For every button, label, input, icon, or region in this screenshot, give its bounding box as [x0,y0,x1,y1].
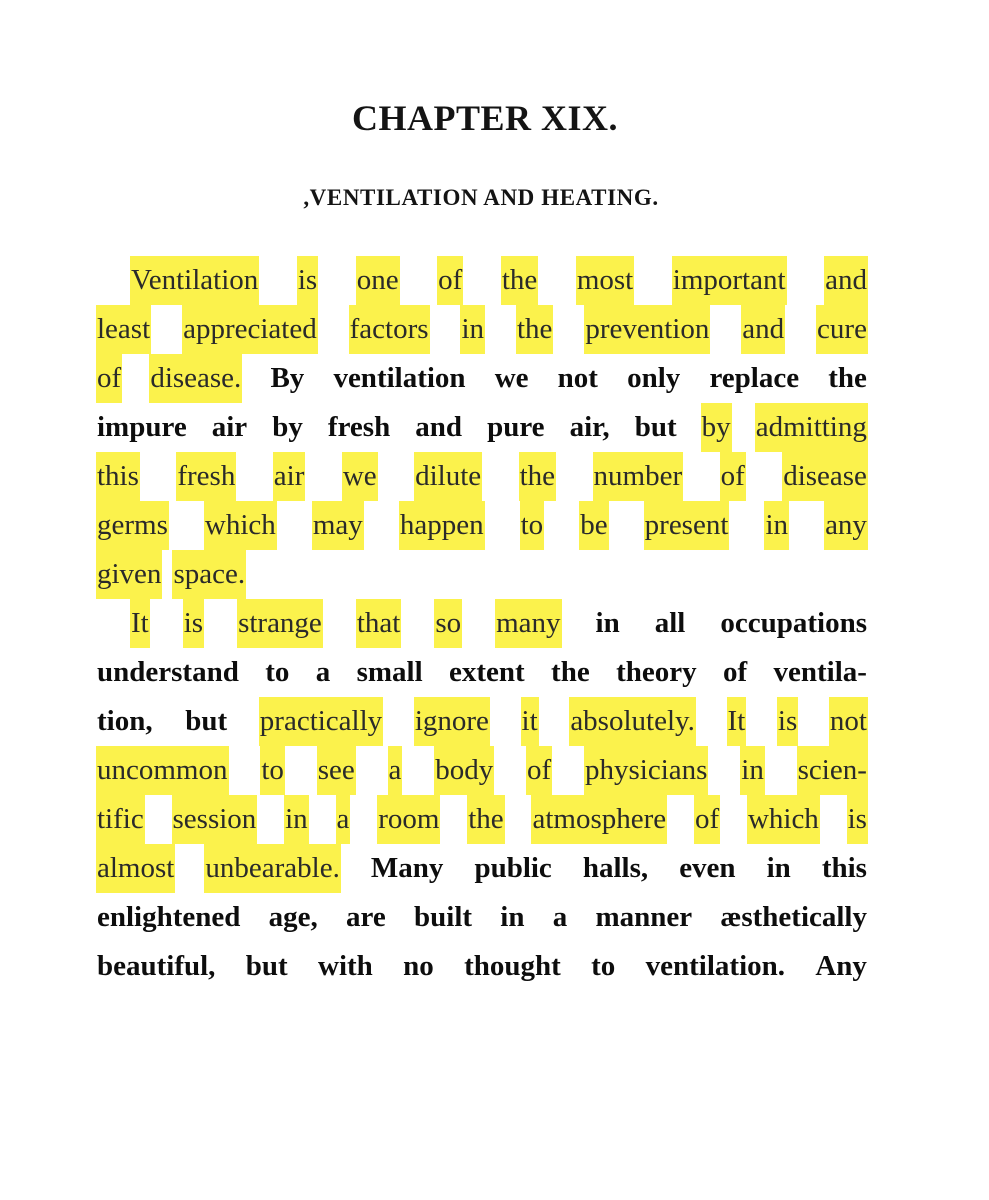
highlighted-word: is [777,697,798,746]
word: æsthetically [720,901,867,933]
word: of [722,656,748,688]
highlighted-word: of [694,795,720,844]
word: ventilation [333,362,466,394]
highlighted-word: by [701,403,732,452]
word: but [245,950,288,982]
highlighted-word: strange [237,599,323,648]
highlighted-word: almost [96,844,175,893]
word: the [551,656,590,688]
highlighted-word: given [96,550,162,599]
text-line [96,403,868,452]
word: a [315,656,331,688]
highlighted-word: physicians [584,746,708,795]
highlighted-word: cure [816,305,868,354]
highlighted-word: admitting [755,403,868,452]
word: built [414,901,473,933]
word: manner [595,901,693,933]
text-line [96,550,868,599]
highlighted-word: and [741,305,785,354]
text-line [96,844,868,893]
highlighted-word: dilute [414,452,482,501]
highlighted-word: which [204,501,277,550]
highlighted-word: to [260,746,285,795]
highlighted-word: factors [349,305,430,354]
word: ventilation. [645,950,786,982]
text-line [96,942,868,991]
word: small [356,656,423,688]
highlighted-word: this [96,452,140,501]
body-text [96,256,868,991]
highlighted-word: may [312,501,364,550]
text-line [96,697,868,746]
highlighted-word: the [519,452,556,501]
word: this [821,852,867,884]
word: enlightened [97,901,241,933]
highlighted-word: of [96,354,122,403]
text-line [96,648,868,697]
highlighted-word: Ventilation [130,256,259,305]
word: air [211,411,248,443]
highlighted-word: any [824,501,868,550]
text-line [96,746,868,795]
highlighted-word: of [526,746,552,795]
text-line [96,599,868,648]
highlighted-word: we [342,452,378,501]
text-line [96,501,868,550]
highlighted-word: to [520,501,545,550]
word: with [318,950,373,982]
word: not [557,362,598,394]
highlighted-word: present [644,501,730,550]
highlighted-word: practically [259,697,383,746]
text-line [96,893,868,942]
text-line [96,452,868,501]
highlighted-word: in [764,501,789,550]
highlighted-word: air [273,452,306,501]
word: Any [815,950,867,982]
highlighted-word: disease. [149,354,242,403]
highlighted-word: happen [399,501,485,550]
word: thought [464,950,561,982]
word: we [494,362,529,394]
word: By [270,362,305,394]
highlighted-word: the [501,256,538,305]
highlighted-word: number [593,452,684,501]
word: to [591,950,616,982]
text-line [96,795,868,844]
word: a [552,901,568,933]
highlighted-word: prevention [584,305,710,354]
highlighted-word: and [824,256,868,305]
highlighted-word: it [521,697,539,746]
highlighted-word: that [356,599,402,648]
highlighted-word: uncommon [96,746,229,795]
highlighted-word: a [388,746,403,795]
highlighted-word: of [437,256,463,305]
highlighted-word: one [356,256,400,305]
highlighted-word: which [747,795,820,844]
highlighted-word: session [172,795,258,844]
section-title: ,VENTILATION AND HEATING. [303,185,659,210]
highlighted-word: most [576,256,634,305]
word: in [766,852,791,884]
word: but [634,411,677,443]
word: extent [449,656,525,688]
word: even [679,852,736,884]
highlighted-word: least [96,305,151,354]
highlighted-word: ignore [414,697,490,746]
highlighted-word: It [727,697,747,746]
word: understand [97,656,239,688]
word: ventila- [773,656,867,688]
text-line [96,354,868,403]
word: air, [569,411,610,443]
highlighted-word: unbearable. [204,844,340,893]
highlighted-word: fresh [176,452,236,501]
highlighted-word: in [460,305,485,354]
highlighted-word: absolutely. [569,697,696,746]
word: public [474,852,552,884]
text-line [96,305,868,354]
highlighted-word: scien- [797,746,868,795]
word: tion, [97,705,153,737]
highlighted-word: so [434,599,462,648]
word: in [500,901,525,933]
highlighted-word: many [495,599,561,648]
highlighted-word: disease [782,452,868,501]
highlighted-word: not [829,697,868,746]
word: theory [616,656,697,688]
word: but [185,705,228,737]
word: replace [709,362,800,394]
highlighted-word: room [377,795,440,844]
highlighted-word: of [720,452,746,501]
highlighted-word: space. [172,550,246,599]
highlighted-word: be [579,501,608,550]
text-line [96,256,868,305]
highlighted-word: germs [96,501,169,550]
word: halls, [582,852,649,884]
highlighted-word: the [516,305,553,354]
highlighted-word: tific [96,795,145,844]
highlighted-word: the [467,795,504,844]
highlighted-word: is [847,795,868,844]
word: in [595,607,620,639]
word: only [627,362,681,394]
word: by [272,411,303,443]
highlighted-word: atmosphere [531,795,667,844]
highlighted-word: in [740,746,765,795]
word: beautiful, [97,950,216,982]
word: age, [268,901,318,933]
highlighted-word: see [317,746,356,795]
highlighted-word: in [284,795,309,844]
highlighted-word: a [336,795,351,844]
word: the [828,362,867,394]
highlighted-word: It [130,599,150,648]
highlighted-word: is [297,256,318,305]
word: occupations [720,607,867,639]
word: impure [97,411,187,443]
word: to [265,656,290,688]
word: pure [487,411,545,443]
word: and [415,411,463,443]
highlighted-word: important [672,256,787,305]
word: are [346,901,386,933]
word: no [403,950,434,982]
highlighted-word: appreciated [182,305,318,354]
word: Many [370,852,444,884]
highlighted-word: is [183,599,204,648]
word: all [654,607,686,639]
chapter-heading: CHAPTER XIX. [351,98,618,138]
word: fresh [327,411,391,443]
highlighted-word: body [434,746,494,795]
